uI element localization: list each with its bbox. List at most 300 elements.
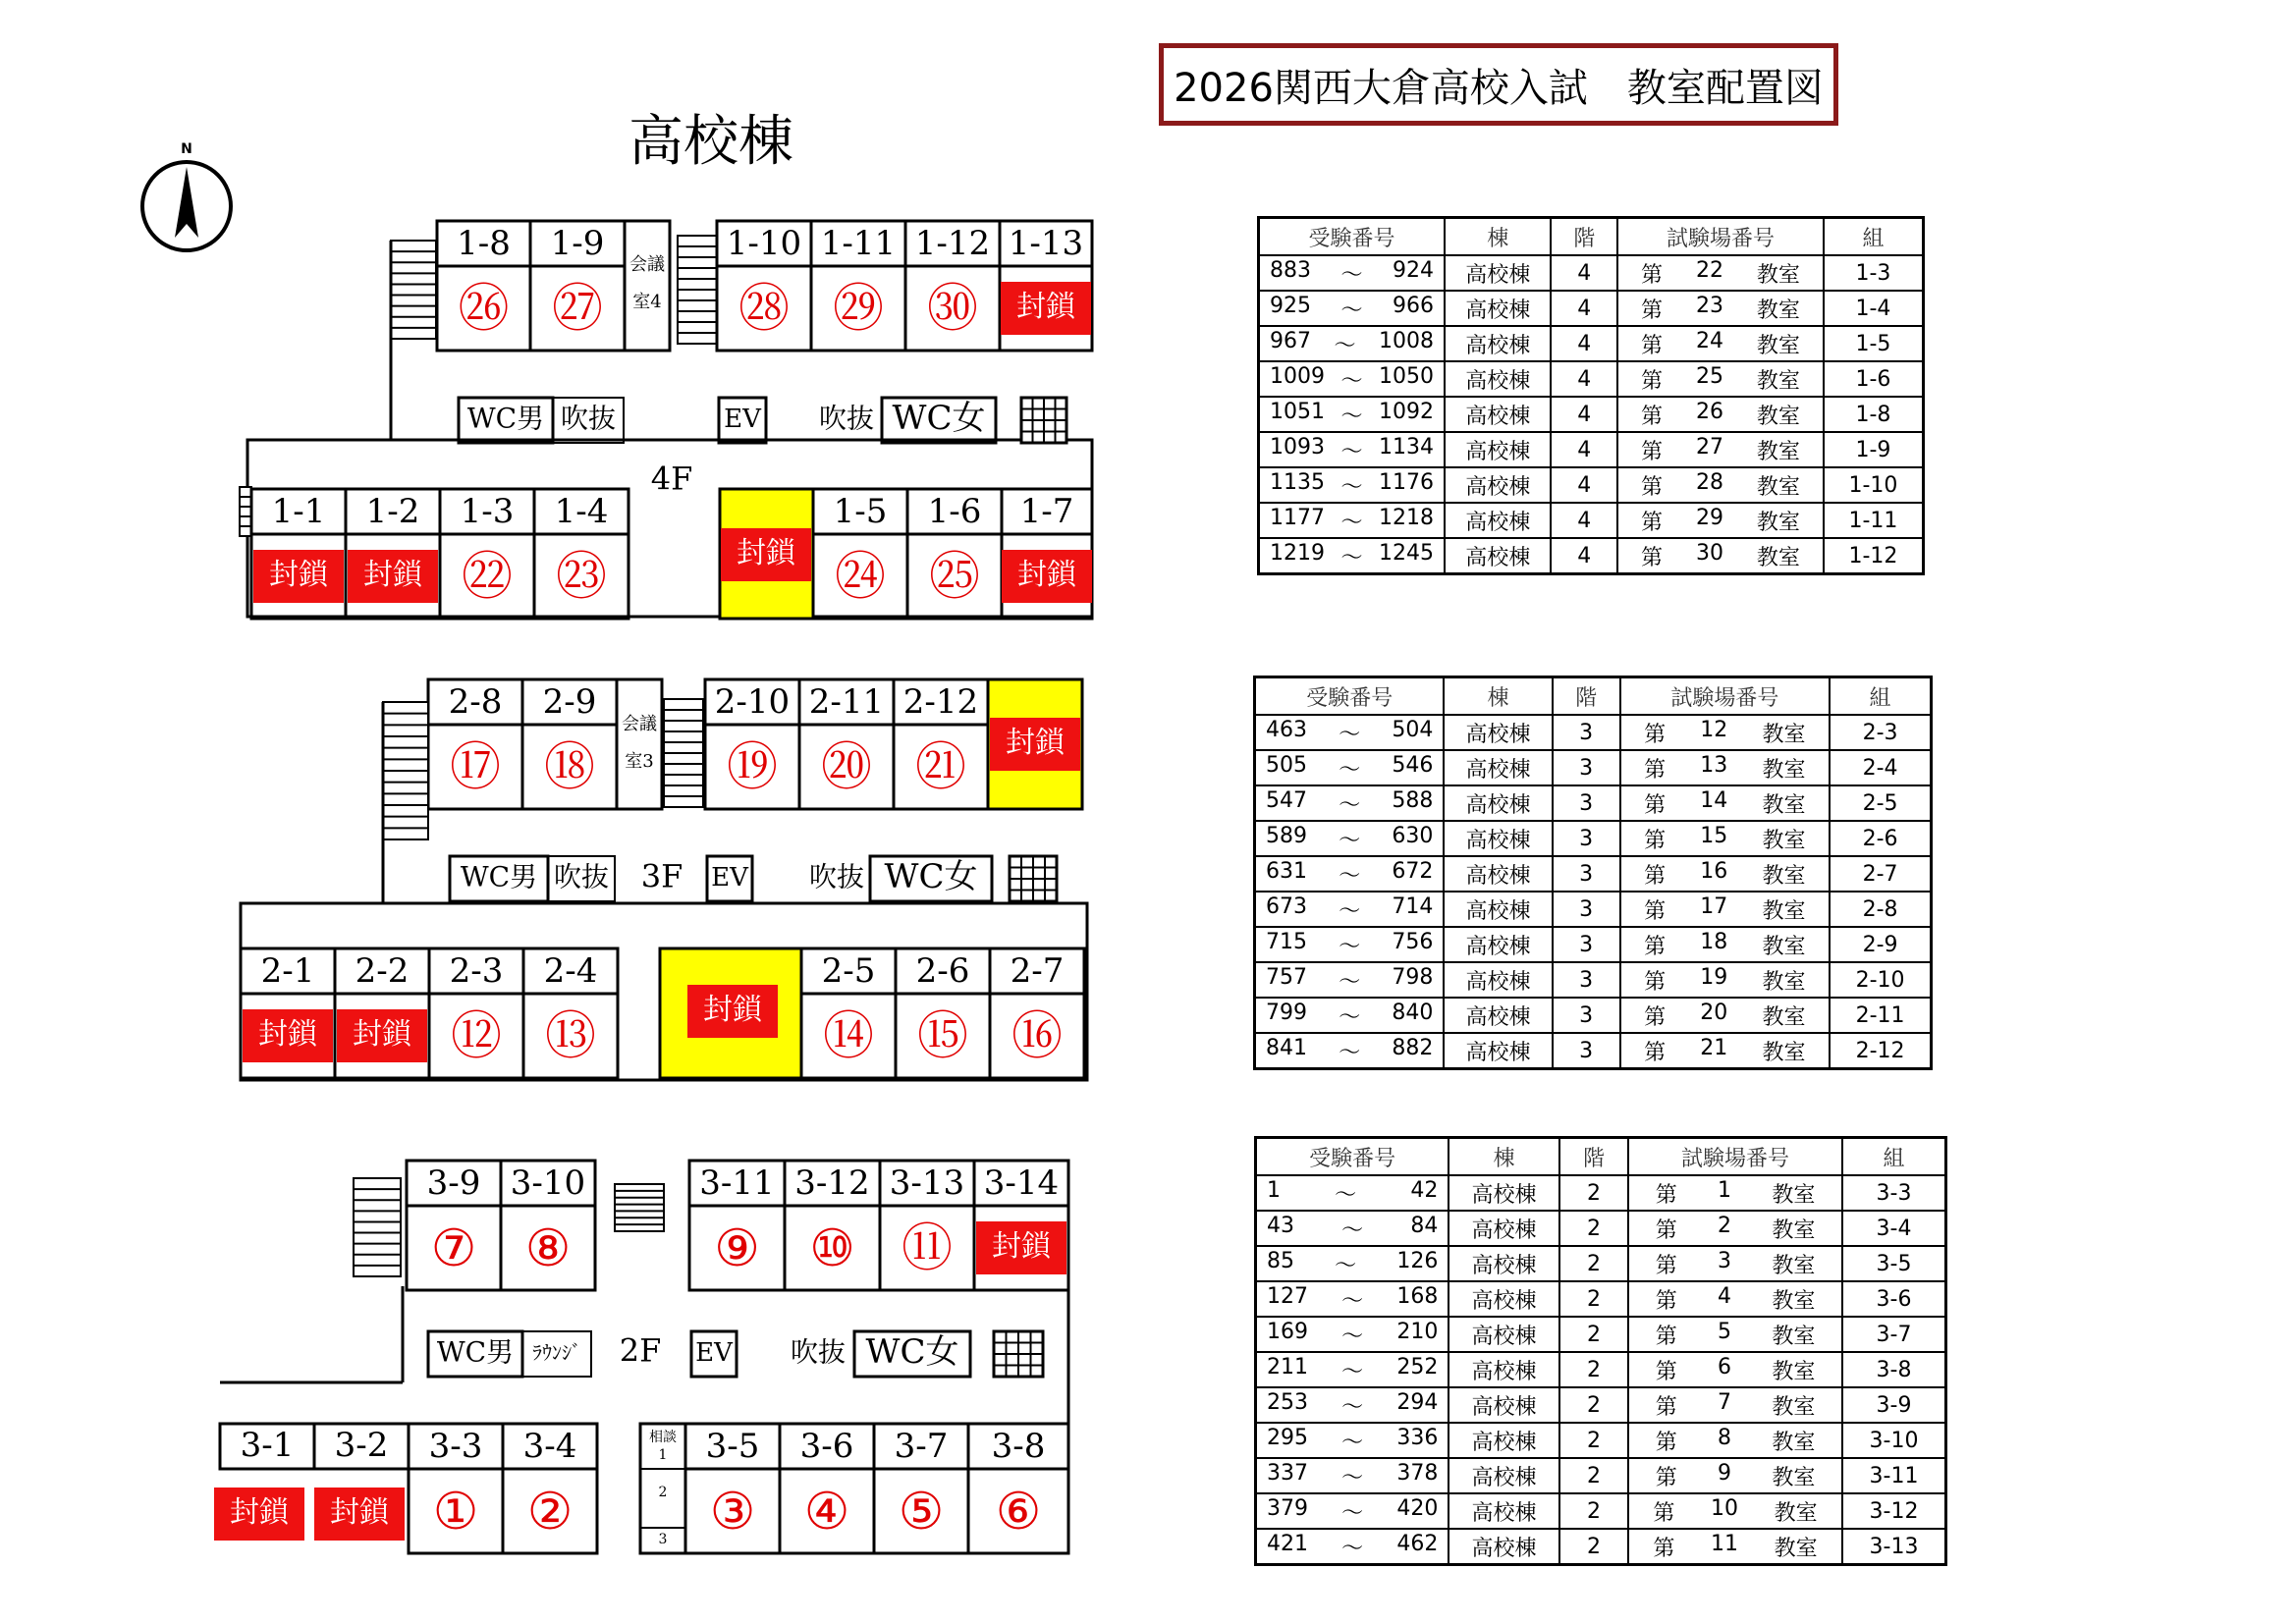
- f3-wc-women-label: WC女: [884, 857, 978, 896]
- table-header-cell: 試験場番号: [1617, 218, 1824, 256]
- exam-table-4f: [1257, 216, 1925, 575]
- f4-stairs-left: [391, 241, 436, 339]
- room-1-9-name: 1-9: [550, 224, 605, 263]
- table-row: [1255, 750, 1932, 785]
- table-cell: 高校棟: [1444, 785, 1552, 821]
- f3-void-1-label: 吹抜: [553, 860, 610, 893]
- room-2-4-number: ⑬: [544, 1007, 597, 1066]
- table-cell: 1-12: [1824, 538, 1924, 574]
- table-cell: 高校棟: [1444, 892, 1552, 927]
- table-cell: 高校棟: [1445, 467, 1551, 503]
- table-cell: 967 ～ 1008: [1259, 326, 1446, 361]
- room-1-2-closed-label: 封鎖: [363, 558, 422, 592]
- table-row: [1256, 1529, 1946, 1565]
- table-cell: 2-10: [1830, 962, 1931, 998]
- room-2-6-number: ⑮: [916, 1007, 969, 1066]
- f3-stairs-left: [383, 702, 428, 839]
- room-3-9-name: 3-9: [426, 1163, 481, 1203]
- f2-floor-label: 2F: [619, 1331, 662, 1370]
- room-1-10-number: ㉘: [738, 280, 791, 339]
- room-1-6-number: ㉕: [928, 548, 981, 607]
- f4-void-2-label: 吹抜: [818, 402, 875, 435]
- table-cell: 1177 ～ 1218: [1259, 503, 1446, 538]
- table-cell: 4: [1551, 503, 1617, 538]
- table-row: [1255, 785, 1932, 821]
- table-cell: 799 ～ 840: [1255, 998, 1445, 1033]
- table-row: [1259, 255, 1924, 291]
- table-cell: 43 ～ 84: [1256, 1211, 1449, 1246]
- f2-consult3-label: 3: [658, 1532, 668, 1547]
- table-cell: 第 8 教室: [1628, 1423, 1842, 1458]
- table-row: [1256, 1352, 1946, 1387]
- table-header-cell: 棟: [1445, 218, 1551, 256]
- page-title-text: 2026関西大倉高校入試 教室配置図: [1174, 65, 1824, 111]
- table-header-cell: 受験番号: [1255, 677, 1445, 716]
- table-header-row: [1255, 677, 1932, 716]
- table-cell: 第 5 教室: [1628, 1317, 1842, 1352]
- table-row: [1255, 715, 1932, 750]
- table-cell: 3: [1553, 856, 1620, 892]
- table-cell: 高校棟: [1449, 1175, 1558, 1211]
- table-cell: 1-4: [1824, 291, 1924, 326]
- table-header-row: [1256, 1138, 1946, 1176]
- room-1-1-closed-label: 封鎖: [269, 558, 328, 592]
- f2-consult2-label: 2: [658, 1485, 668, 1500]
- table-cell: 1-8: [1824, 397, 1924, 432]
- table-header-cell: 組: [1842, 1138, 1945, 1176]
- table-cell: 3: [1553, 750, 1620, 785]
- room-1-8-name: 1-8: [457, 224, 511, 263]
- table-cell: 高校棟: [1444, 715, 1552, 750]
- table-cell: 673 ～ 714: [1255, 892, 1445, 927]
- table-cell: 3-8: [1842, 1352, 1945, 1387]
- room-2-9-name: 2-9: [542, 682, 597, 722]
- table-cell: 589 ～ 630: [1255, 821, 1445, 856]
- room-1-5-name: 1-5: [833, 492, 888, 531]
- table-cell: 第 28 教室: [1617, 467, 1824, 503]
- room-3-14-name: 3-14: [983, 1163, 1060, 1203]
- table-row: [1259, 397, 1924, 432]
- table-cell: 高校棟: [1445, 361, 1551, 397]
- room-1-13-name: 1-13: [1008, 224, 1084, 263]
- table-cell: 高校棟: [1445, 255, 1551, 291]
- table-cell: 1093 ～ 1134: [1259, 432, 1446, 467]
- table-cell: 3: [1553, 1033, 1620, 1069]
- table-cell: 高校棟: [1449, 1246, 1558, 1281]
- table-cell: 高校棟: [1444, 1033, 1552, 1069]
- table-cell: 高校棟: [1444, 750, 1552, 785]
- table-cell: 高校棟: [1445, 503, 1551, 538]
- table-cell: 第 13 教室: [1620, 750, 1831, 785]
- table-cell: 2: [1559, 1317, 1628, 1352]
- f3-void-2-label: 吹抜: [808, 860, 865, 893]
- f4-blocked-area-closed-label: 封鎖: [737, 536, 795, 570]
- f2-stairs-left: [354, 1178, 401, 1276]
- table-row: [1255, 998, 1932, 1033]
- table-cell: 高校棟: [1444, 927, 1552, 962]
- table-row: [1256, 1175, 1946, 1211]
- table-cell: 1051 ～ 1092: [1259, 397, 1446, 432]
- table-cell: 2: [1559, 1423, 1628, 1458]
- f3-blocked-top-closed-label: 封鎖: [1006, 726, 1065, 760]
- f4-stairs-edge: [240, 487, 251, 536]
- table-cell: 1-10: [1824, 467, 1924, 503]
- table-cell: 高校棟: [1445, 538, 1551, 574]
- compass-label: N: [181, 141, 192, 157]
- table-cell: 第 26 教室: [1617, 397, 1824, 432]
- f4-wc-women-label: WC女: [892, 399, 986, 438]
- room-2-2-name: 2-2: [355, 951, 410, 991]
- f4-meeting4-l2: 室4: [632, 292, 662, 312]
- room-2-12-name: 2-12: [902, 682, 979, 722]
- table-header-cell: 受験番号: [1256, 1138, 1449, 1176]
- room-1-13-closed-label: 封鎖: [1016, 290, 1075, 324]
- room-3-3-number: ①: [432, 1483, 479, 1542]
- room-2-8-name: 2-8: [448, 682, 503, 722]
- table-cell: 3-12: [1842, 1493, 1945, 1529]
- room-3-1-name: 3-1: [240, 1426, 295, 1465]
- room-2-9-number: ⑱: [543, 738, 596, 797]
- table-cell: 高校棟: [1445, 397, 1551, 432]
- table-row: [1259, 538, 1924, 574]
- table-cell: 4: [1551, 291, 1617, 326]
- room-2-5-name: 2-5: [821, 951, 876, 991]
- f3-wc-men-label: WC男: [460, 860, 538, 893]
- room-3-5-number: ③: [709, 1483, 756, 1542]
- room-3-6-name: 3-6: [799, 1427, 854, 1466]
- table-cell: 高校棟: [1449, 1493, 1558, 1529]
- table-cell: 2: [1559, 1387, 1628, 1423]
- room-2-12-number: ㉑: [914, 738, 967, 797]
- table-cell: 3-11: [1842, 1458, 1945, 1493]
- table-cell: 高校棟: [1449, 1317, 1558, 1352]
- f3-elevator-label: EV: [711, 863, 748, 893]
- room-3-5-name: 3-5: [705, 1427, 760, 1466]
- table-cell: 2: [1559, 1246, 1628, 1281]
- room-3-14-closed-label: 封鎖: [992, 1229, 1051, 1264]
- table-row: [1256, 1493, 1946, 1529]
- f4-stairs-center: [678, 236, 717, 344]
- table-cell: 925 ～ 966: [1259, 291, 1446, 326]
- f2-void-2-label: 吹抜: [790, 1335, 847, 1369]
- f4-meeting4: [625, 221, 670, 351]
- table-cell: 4: [1551, 538, 1617, 574]
- table-cell: 421 ～ 462: [1256, 1529, 1449, 1565]
- room-1-9-number: ㉗: [551, 280, 604, 339]
- table-cell: 高校棟: [1444, 962, 1552, 998]
- table-row: [1259, 361, 1924, 397]
- table-row: [1256, 1458, 1946, 1493]
- f3-floor-label: 3F: [640, 857, 683, 895]
- table-cell: 631 ～ 672: [1255, 856, 1445, 892]
- room-1-2-name: 1-2: [365, 492, 420, 531]
- room-2-11-name: 2-11: [808, 682, 885, 722]
- table-cell: 第 1 教室: [1628, 1175, 1842, 1211]
- room-3-2-closed-label: 封鎖: [330, 1495, 389, 1530]
- table-cell: 高校棟: [1445, 432, 1551, 467]
- table-cell: 1-11: [1824, 503, 1924, 538]
- table-row: [1256, 1281, 1946, 1317]
- table-cell: 4: [1551, 361, 1617, 397]
- table-cell: 高校棟: [1449, 1352, 1558, 1387]
- room-3-1-closed-label: 封鎖: [230, 1495, 289, 1530]
- room-1-12-number: ㉚: [926, 280, 979, 339]
- room-2-5-number: ⑭: [822, 1007, 875, 1066]
- table-cell: 第 29 教室: [1617, 503, 1824, 538]
- table-row: [1256, 1211, 1946, 1246]
- table-cell: 211 ～ 252: [1256, 1352, 1449, 1387]
- table-cell: 4: [1551, 467, 1617, 503]
- f4-elevator-label: EV: [724, 405, 761, 434]
- table-cell: 2: [1559, 1529, 1628, 1565]
- table-cell: 第 7 教室: [1628, 1387, 1842, 1423]
- table-cell: 3: [1553, 715, 1620, 750]
- table-cell: 第 24 教室: [1617, 326, 1824, 361]
- table-cell: 3-5: [1842, 1246, 1945, 1281]
- table-cell: 3: [1553, 785, 1620, 821]
- room-2-1-name: 2-1: [260, 951, 315, 991]
- table-cell: 高校棟: [1445, 326, 1551, 361]
- table-cell: 2-7: [1830, 856, 1931, 892]
- table-cell: 3-9: [1842, 1387, 1945, 1423]
- room-2-3-name: 2-3: [449, 951, 504, 991]
- exam-table-2f: [1254, 1136, 1947, 1566]
- table-header-cell: 階: [1551, 218, 1617, 256]
- table-row: [1259, 503, 1924, 538]
- table-cell: 1135 ～ 1176: [1259, 467, 1446, 503]
- table-cell: 第 21 教室: [1620, 1033, 1831, 1069]
- room-3-4-number: ②: [526, 1483, 574, 1542]
- table-cell: 4: [1551, 326, 1617, 361]
- room-3-6-number: ④: [803, 1483, 850, 1542]
- table-cell: 3: [1553, 927, 1620, 962]
- room-1-12-name: 1-12: [914, 224, 991, 263]
- f3-blocked-area-closed-label: 封鎖: [703, 993, 762, 1027]
- table-cell: 841 ～ 882: [1255, 1033, 1445, 1069]
- table-cell: 3: [1553, 892, 1620, 927]
- f3-vent-grid-icon: [1010, 856, 1057, 901]
- table-header-cell: 試験場番号: [1620, 677, 1831, 716]
- table-cell: 3-13: [1842, 1529, 1945, 1565]
- table-cell: 高校棟: [1449, 1281, 1558, 1317]
- table-cell: 4: [1551, 255, 1617, 291]
- table-cell: 2-6: [1830, 821, 1931, 856]
- f2-stairs-center: [615, 1184, 664, 1231]
- table-cell: 2-8: [1830, 892, 1931, 927]
- table-cell: 883 ～ 924: [1259, 255, 1446, 291]
- table-cell: 第 3 教室: [1628, 1246, 1842, 1281]
- f4-wc-men-label: WC男: [466, 402, 545, 435]
- table-cell: 第 22 教室: [1617, 255, 1824, 291]
- room-1-8-number: ㉖: [458, 280, 510, 339]
- table-cell: 505 ～ 546: [1255, 750, 1445, 785]
- table-cell: 第 15 教室: [1620, 821, 1831, 856]
- f4-floor-label: 4F: [650, 460, 693, 498]
- table-cell: 1-6: [1824, 361, 1924, 397]
- table-cell: 379 ～ 420: [1256, 1493, 1449, 1529]
- table-cell: 2: [1559, 1211, 1628, 1246]
- room-1-10-name: 1-10: [726, 224, 802, 263]
- room-2-3-number: ⑫: [450, 1007, 503, 1066]
- room-2-4-name: 2-4: [543, 951, 598, 991]
- room-1-1-name: 1-1: [271, 492, 326, 531]
- table-cell: 第 10 教室: [1628, 1493, 1842, 1529]
- table-cell: 463 ～ 504: [1255, 715, 1445, 750]
- table-cell: 高校棟: [1449, 1458, 1558, 1493]
- table-cell: 第 14 教室: [1620, 785, 1831, 821]
- room-1-11-name: 1-11: [820, 224, 897, 263]
- room-1-11-number: ㉙: [832, 280, 885, 339]
- table-header-cell: 階: [1559, 1138, 1628, 1176]
- f4-vent-grid-icon: [1021, 398, 1066, 443]
- table-row: [1259, 326, 1924, 361]
- table-row: [1256, 1246, 1946, 1281]
- room-3-10-name: 3-10: [510, 1163, 586, 1203]
- table-cell: 3-3: [1842, 1175, 1945, 1211]
- f2-vent-grid-icon: [994, 1331, 1043, 1377]
- table-header-cell: 受験番号: [1259, 218, 1446, 256]
- table-cell: 第 9 教室: [1628, 1458, 1842, 1493]
- table-header-cell: 試験場番号: [1628, 1138, 1842, 1176]
- table-cell: 715 ～ 756: [1255, 927, 1445, 962]
- room-3-10-number: ⑧: [524, 1219, 572, 1278]
- room-2-2-closed-label: 封鎖: [353, 1017, 411, 1052]
- room-2-7-number: ⑯: [1011, 1007, 1064, 1066]
- table-row: [1256, 1423, 1946, 1458]
- room-3-7-name: 3-7: [894, 1427, 949, 1466]
- table-cell: 第 2 教室: [1628, 1211, 1842, 1246]
- table-cell: 3-4: [1842, 1211, 1945, 1246]
- room-3-8-number: ⑥: [995, 1483, 1042, 1542]
- table-cell: 2: [1559, 1175, 1628, 1211]
- table-cell: 1219 ～ 1245: [1259, 538, 1446, 574]
- table-row: [1259, 432, 1924, 467]
- table-cell: 第 12 教室: [1620, 715, 1831, 750]
- room-3-12-name: 3-12: [794, 1163, 870, 1203]
- room-1-7-name: 1-7: [1019, 492, 1074, 531]
- table-cell: 85 ～ 126: [1256, 1246, 1449, 1281]
- table-cell: 第 30 教室: [1617, 538, 1824, 574]
- room-2-1-closed-label: 封鎖: [258, 1017, 317, 1052]
- f2-wc-men-label: WC男: [436, 1335, 515, 1369]
- f2-elevator-label: EV: [695, 1338, 733, 1368]
- f3-meeting3-l1: 会議: [622, 714, 657, 734]
- table-cell: 1-9: [1824, 432, 1924, 467]
- table-cell: 3-10: [1842, 1423, 1945, 1458]
- table-cell: 2: [1559, 1281, 1628, 1317]
- table-cell: 高校棟: [1444, 998, 1552, 1033]
- table-cell: 第 11 教室: [1628, 1529, 1842, 1565]
- table-cell: 第 23 教室: [1617, 291, 1824, 326]
- room-3-13-name: 3-13: [889, 1163, 965, 1203]
- table-cell: 3: [1553, 821, 1620, 856]
- table-cell: 3-7: [1842, 1317, 1945, 1352]
- room-2-6-name: 2-6: [915, 951, 970, 991]
- table-header-row: [1259, 218, 1924, 256]
- table-cell: 第 27 教室: [1617, 432, 1824, 467]
- table-row: [1256, 1387, 1946, 1423]
- f3-meeting3-l2: 室3: [625, 751, 654, 772]
- table-cell: 第 6 教室: [1628, 1352, 1842, 1387]
- table-row: [1256, 1317, 1946, 1352]
- table-cell: 3: [1553, 962, 1620, 998]
- table-header-cell: 組: [1824, 218, 1924, 256]
- table-row: [1255, 927, 1932, 962]
- room-3-7-number: ⑤: [898, 1483, 945, 1542]
- table-cell: 4: [1551, 432, 1617, 467]
- table-cell: 2-9: [1830, 927, 1931, 962]
- exam-table-3f: [1253, 676, 1933, 1070]
- table-cell: 253 ～ 294: [1256, 1387, 1449, 1423]
- table-cell: 高校棟: [1445, 291, 1551, 326]
- f2-consult1-l2: 1: [658, 1447, 668, 1463]
- room-3-9-number: ⑦: [430, 1219, 477, 1278]
- table-cell: 1-3: [1824, 255, 1924, 291]
- table-cell: 3-6: [1842, 1281, 1945, 1317]
- table-cell: 2-4: [1830, 750, 1931, 785]
- room-2-10-name: 2-10: [714, 682, 791, 722]
- table-cell: 第 4 教室: [1628, 1281, 1842, 1317]
- f2-void-1-label: ﾗｳﾝｼﾞ: [532, 1340, 581, 1365]
- room-3-12-number: ⑩: [809, 1219, 855, 1278]
- table-cell: 高校棟: [1444, 856, 1552, 892]
- table-cell: 757 ～ 798: [1255, 962, 1445, 998]
- table-cell: 第 25 教室: [1617, 361, 1824, 397]
- table-cell: 2: [1559, 1352, 1628, 1387]
- table-cell: 高校棟: [1449, 1423, 1558, 1458]
- table-cell: 2-3: [1830, 715, 1931, 750]
- room-1-5-number: ㉔: [834, 548, 887, 607]
- table-cell: 2: [1559, 1493, 1628, 1529]
- table-cell: 第 20 教室: [1620, 998, 1831, 1033]
- room-1-4-name: 1-4: [554, 492, 609, 531]
- table-cell: 高校棟: [1449, 1211, 1558, 1246]
- table-cell: 高校棟: [1444, 821, 1552, 856]
- f2-wc-women-label: WC女: [865, 1332, 959, 1372]
- room-2-8-number: ⑰: [449, 738, 502, 797]
- table-cell: 高校棟: [1449, 1387, 1558, 1423]
- room-1-3-name: 1-3: [460, 492, 515, 531]
- table-cell: 295 ～ 336: [1256, 1423, 1449, 1458]
- table-row: [1259, 467, 1924, 503]
- building-title: 高校棟: [629, 110, 793, 174]
- table-cell: 3: [1553, 998, 1620, 1033]
- table-row: [1255, 892, 1932, 927]
- table-cell: 547 ～ 588: [1255, 785, 1445, 821]
- table-row: [1255, 856, 1932, 892]
- table-header-cell: 棟: [1444, 677, 1552, 716]
- table-cell: 2-12: [1830, 1033, 1931, 1069]
- table-row: [1259, 291, 1924, 326]
- room-2-11-number: ⑳: [820, 738, 873, 797]
- f3-meeting3: [617, 679, 662, 809]
- room-3-13-number: ⑪: [901, 1219, 954, 1278]
- room-3-8-name: 3-8: [991, 1427, 1046, 1466]
- table-cell: 1 ～ 42: [1256, 1175, 1449, 1211]
- table-cell: 高校棟: [1449, 1529, 1558, 1565]
- room-1-4-number: ㉓: [555, 548, 608, 607]
- table-cell: 第 18 教室: [1620, 927, 1831, 962]
- table-header-cell: 棟: [1449, 1138, 1558, 1176]
- f4-void-1-label: 吹抜: [560, 402, 617, 435]
- table-row: [1255, 962, 1932, 998]
- table-cell: 127 ～ 168: [1256, 1281, 1449, 1317]
- table-cell: 第 19 教室: [1620, 962, 1831, 998]
- table-cell: 337 ～ 378: [1256, 1458, 1449, 1493]
- room-2-7-name: 2-7: [1010, 951, 1065, 991]
- table-header-cell: 組: [1830, 677, 1931, 716]
- f3-stairs-center: [664, 699, 703, 807]
